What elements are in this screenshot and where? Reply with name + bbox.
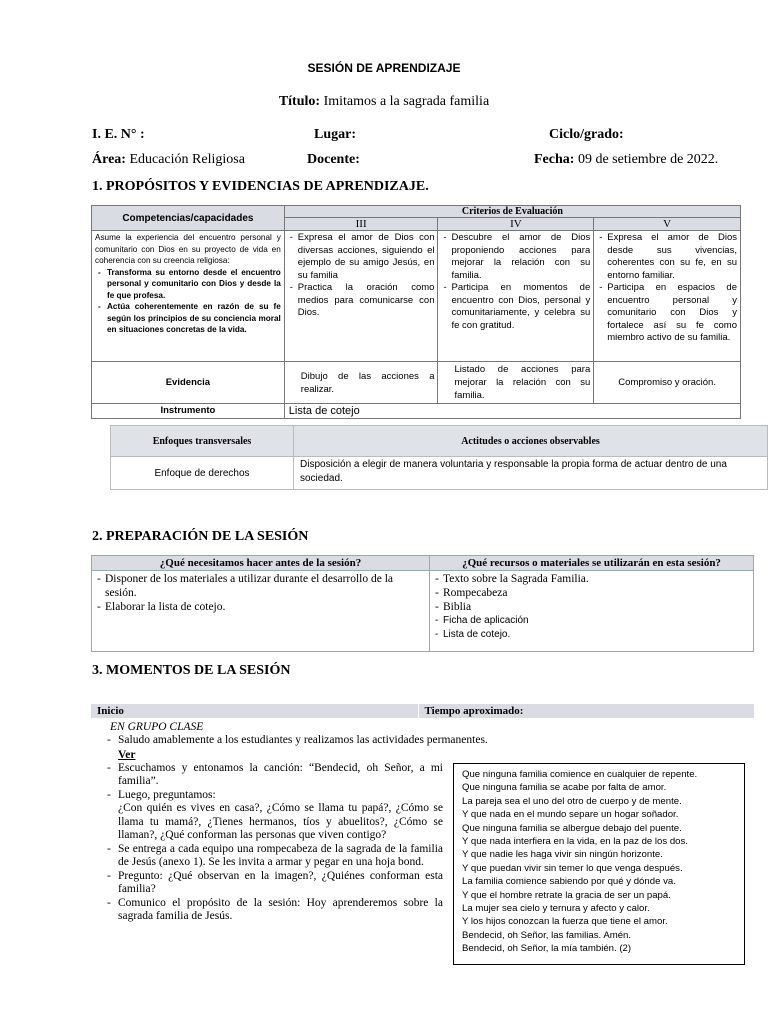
ie-field [92,127,145,143]
docente-field [307,152,360,168]
titulo-label: Título: [278,94,321,109]
level-IV-header: IV [438,218,594,231]
evidencia-III: Dibujo de las acciones a realizar. [284,362,438,404]
capacidad-item: - Transforma su entorno desde el encuentro personal y comunitario con Dios y desde la fe que profesa. [95,267,281,302]
capacidades-list [95,267,281,336]
actitudes-header: Actitudes o acciones observables [294,426,768,457]
song-line: La mujer sea cielo y ternura y afecto y calor. [462,903,650,915]
criterio-item: - Expresa el amor de Dios con diversas acciones, siguiendo el ejemplo de su amigo Jesús, en su familia [288,232,435,282]
recursos-cell [430,571,754,652]
song-line: Y que nada interfiera en la vida, en la paz de los dos. [462,836,688,848]
fecha-field [534,152,718,168]
section1-heading: 1. PROPÓSITOS Y EVIDENCIAS DE APRENDIZAJE. [92,179,429,194]
activity-item: - Escuchamos y entonamos la canción: “Bendecid, oh Señor, a mi familia”. [106,762,443,789]
evidencia-IV: Listado de acciones para mejorar la relación con su familia. [438,362,594,404]
antes-cell [92,571,430,652]
saludo-list [106,734,526,748]
activity-item: - Se entrega a cada equipo una rompecabeza de la sagrada de la familia de Jesús (anexo 1). Se les invita a armar y pegar en una hoja bond. [106,843,443,870]
activities-list [106,762,443,803]
song-line: La familia comience sabiendo por qué y dónde va. [462,876,676,888]
area-field [92,152,245,168]
criterios-III-list [288,232,435,320]
criterio-item: - Practica la oración como medios para comunicarse con Dios. [288,282,435,320]
saludo-item: - Saludo amablemente a los estudiantes y realizamos las actividades permanentes. [106,734,526,748]
recurso-item: - Biblia [433,600,750,614]
antes-header: ¿Qué necesitamos hacer antes de la sesión? [92,556,430,571]
preparation-table [91,555,754,652]
antes-list [95,572,426,614]
criterios-V-cell [594,231,741,362]
section2-heading: 2. PREPARACIÓN DE LA SESIÓN [92,529,309,544]
song-line: La pareja sea el uno del otro de cuerpo y de mente. [462,795,682,807]
criterio-item: - Expresa el amor de Dios desde sus vivencias, coherentes con su fe, en su entorno familiar. [597,232,737,282]
song-line: Y que nadie les haga vivir sin ningún horizonte. [462,849,663,861]
activity-item: - Pregunto: ¿Qué observan en la imagen?, ¿Quiénes conforman esta familia? [106,870,443,897]
activity-item: - Comunico el propósito de la sesión: Hoy aprenderemos sobre la sagrada familia de Jesús. [106,897,443,924]
song-line: Que ninguna familia comience en cualquier de repente. [462,769,698,780]
activities-list-2 [106,843,443,924]
purposes-table [91,205,741,419]
inicio-content [106,720,488,924]
preguntas-text: ¿Con quién es vives en casa?, ¿Cómo se llama tu papá?, ¿Cómo se llama tu mamá?, ¿Tienes hermanos, tíos y abuelitos?, ¿Cómo se llaman?, ¿Qué conforman las personas que viven contigo? [118,802,443,841]
song-line: Y que nada en el mundo separe un hogar soñador. [462,809,679,821]
evidencia-label: Evidencia [92,362,285,404]
criterio-item: - Descubre el amor de Dios proponiendo acciones para mejorar la relación con su familia. [441,232,590,282]
docente-label: Docente: [307,152,360,167]
antes-item: - Elaborar la lista de cotejo. [95,600,426,614]
criterio-item: - Participa en momentos de encuentro con Dios, personal y comunitariamente, y celebra su fe con gratitud. [441,282,590,332]
session-title [0,94,768,110]
capacidad-item: - Actúa coherentemente en razón de su fe según los principios de su conciencia moral en situaciones concretas de la vida. [95,301,281,336]
area-value: Educación Religiosa [129,152,245,167]
lugar-field [314,127,356,143]
antes-item: - Disponer de los materiales a utilizar durante el desarrollo de la sesión. [95,572,426,600]
fecha-value: 09 de setiembre de 2022. [577,152,719,167]
level-V-header: V [594,218,741,231]
activity-item: - Luego, preguntamos: [106,789,443,803]
criterio-item: - Participa en espacios de encuentro personal y comunitario con Dios y fortalece así su fe como miembro activo de su familia. [597,282,737,345]
recursos-list [433,572,750,642]
criterios-header: Criterios de Evaluación [284,206,740,218]
enfoques-table [110,425,768,490]
song-line: Bendecid, oh Señor, la mía también. (2) [462,943,632,955]
song-line: Bendecid, oh Señor, las familias. Amén. [462,929,632,941]
inicio-label: Inicio [91,704,418,718]
document-title: SESIÓN DE APRENDIZAJE [307,61,461,75]
criterios-IV-cell [438,231,594,362]
song-line: Y los hijos conozcan la fuerza que tiene el amor. [462,916,668,928]
evidencia-V: Compromiso y oración. [594,362,741,404]
competencia-cell [92,231,285,362]
recurso-item: - Rompecabeza [433,586,750,600]
area-label: Área: [92,152,126,167]
recurso-item: - Lista de cotejo. [433,628,750,642]
momentos-header-bar [91,704,754,718]
song-line: Que ninguna familia se albergue debajo del puente. [462,822,682,834]
ver-label: Ver [118,748,136,761]
song-line: Y que el hombre retrate la gracia de ser un papá. [462,889,671,901]
instrumento-label: Instrumento [92,404,285,419]
competencia-intro: Asume la experiencia del encuentro personal y comunitario con Dios en su proyecto de vida en coherencia con su creencia religiosa: [95,233,281,265]
ie-label: I. E. N° : [92,127,145,142]
song-lyrics-box [453,763,745,965]
criterios-V-list [597,232,737,345]
ciclo-label: Ciclo/grado: [549,127,624,142]
section3-heading: 3. MOMENTOS DE LA SESIÓN [92,663,291,678]
recursos-header: ¿Qué recursos o materiales se utilizarán en esta sesión? [430,556,754,571]
actitud-value: Disposición a elegir de manera voluntaria y responsable la propia forma de actuar dentro de una sociedad. [294,457,768,490]
lugar-label: Lugar: [314,127,356,142]
recurso-item: - Texto sobre la Sagrada Familia. [433,572,750,586]
enfoque-value: Enfoque de derechos [111,457,294,490]
titulo-value: Imitamos a la sagrada familia [323,94,490,109]
song-line: Y que puedan vivir sin temer lo que venga después. [462,862,683,874]
tiempo-label: Tiempo aproximado: [418,704,754,718]
criterios-IV-list [441,232,590,332]
recurso-item: - Ficha de aplicación [433,614,750,628]
grupo-clase-label: EN GRUPO CLASE [110,721,204,733]
song-line: Que ninguna familia se acabe por falta de amor. [462,782,667,794]
instrumento-value: Lista de cotejo [284,404,740,419]
enfoques-header: Enfoques transversales [111,426,294,457]
competencias-header: Competencias/capacidades [92,206,285,231]
level-III-header: III [284,218,438,231]
ciclo-field [549,127,624,143]
fecha-label: Fecha: [534,152,575,167]
criterios-III-cell [284,231,438,362]
